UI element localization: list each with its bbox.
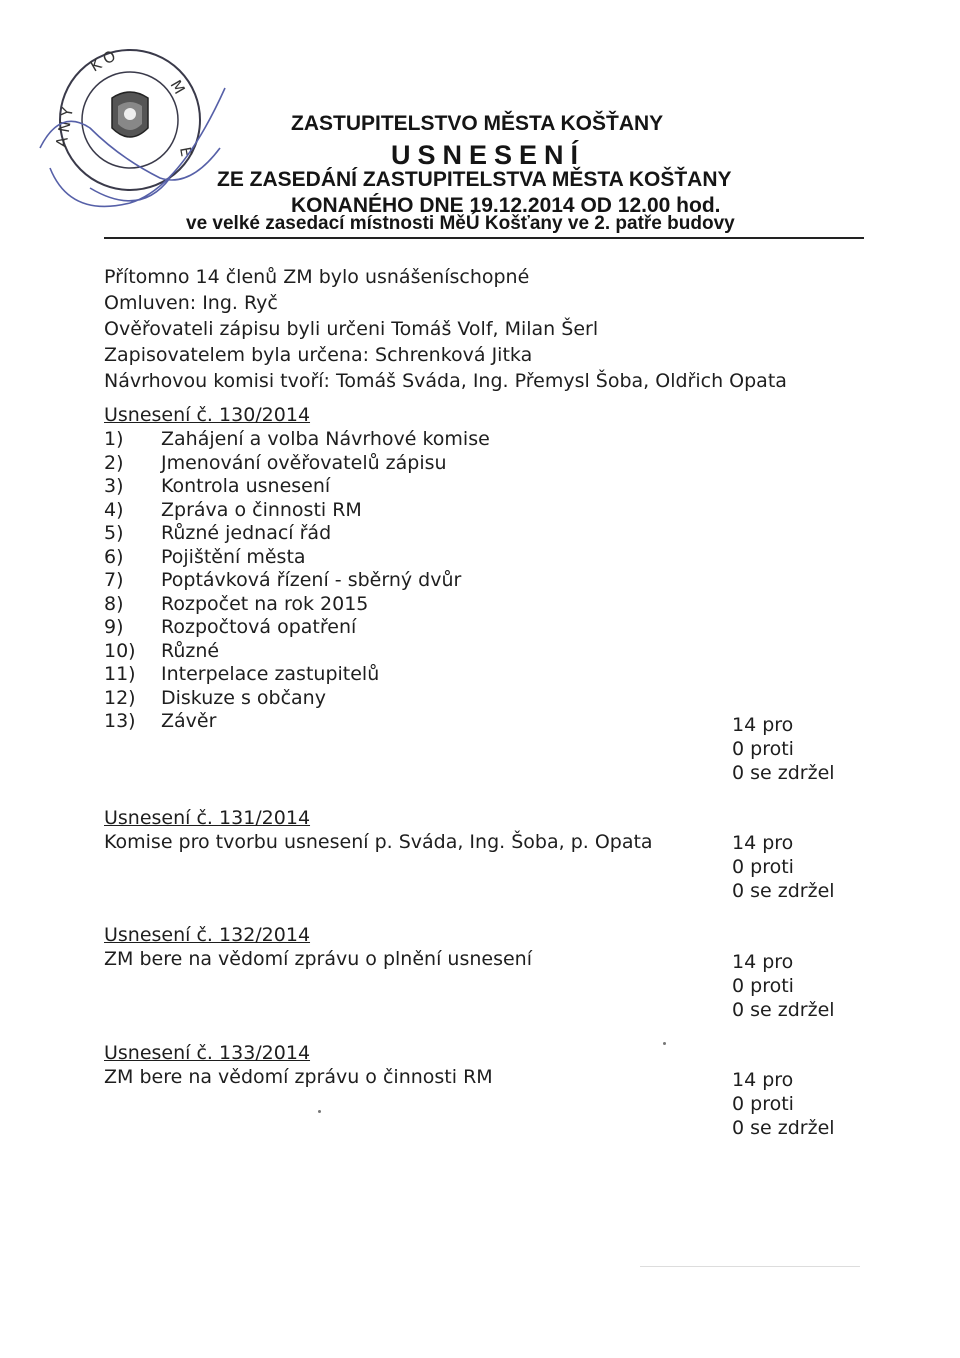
agenda-item bbox=[104, 522, 490, 546]
agenda-text: Jmenování ověřovatelů zápisu bbox=[161, 451, 447, 474]
scan-speck bbox=[663, 1042, 666, 1045]
agenda-text: Zpráva o činnosti RM bbox=[161, 498, 362, 521]
agenda-text: Pojištění města bbox=[161, 545, 306, 568]
scan-speck bbox=[318, 1110, 321, 1113]
svg-text:K O: K O bbox=[87, 46, 119, 76]
agenda-number: 1) bbox=[104, 428, 124, 450]
agenda-item bbox=[104, 687, 490, 711]
agenda-number: 11) bbox=[104, 663, 136, 685]
agenda-number: 5) bbox=[104, 522, 124, 544]
agenda-number: 12) bbox=[104, 686, 136, 709]
vote-pro: 14 pro bbox=[732, 951, 794, 973]
agenda-text: Interpelace zastupitelů bbox=[161, 663, 380, 685]
resolution-title: Usnesení č. 131/2014 bbox=[104, 807, 311, 829]
resolution-text: ZM bere na vědomí zprávu o činnosti RM bbox=[104, 1066, 493, 1088]
agenda-number: 4) bbox=[104, 498, 124, 521]
meeting-location: ve velké zasedací místnosti MěÚ Košťany ve 2. patře budovy bbox=[186, 213, 735, 234]
verifiers-line: Ověřovateli zápisu byli určeni Tomáš Volf, Milan Šerl bbox=[104, 318, 599, 340]
attendance-line: Přítomno 14 členů ZM bylo usnášeníschopné bbox=[104, 266, 530, 288]
resolution-title: Usnesení č. 130/2014 bbox=[104, 404, 311, 426]
vote-abstain: 0 se zdržel bbox=[732, 880, 835, 902]
agenda-text: Rozpočtová opatření bbox=[161, 616, 357, 638]
vote-abstain: 0 se zdržel bbox=[732, 999, 835, 1021]
agenda-number: 10) bbox=[104, 639, 136, 662]
svg-text:A N Y: A N Y bbox=[52, 105, 77, 149]
meeting-date: KONANÉHO DNE 19.12.2014 OD 12.00 hod. bbox=[291, 194, 721, 217]
agenda-text: Diskuze s občany bbox=[161, 686, 326, 709]
seal-emblem bbox=[112, 92, 148, 137]
agenda-number: 7) bbox=[104, 569, 124, 591]
city-seal-stamp bbox=[30, 28, 250, 223]
resolution-text: ZM bere na vědomí zprávu o plnění usnesení bbox=[104, 948, 532, 970]
vote-result bbox=[732, 950, 835, 1022]
agenda-item bbox=[104, 452, 490, 476]
agenda-item bbox=[104, 593, 490, 617]
agenda-text: Různé jednací řád bbox=[161, 522, 332, 544]
resolution-title: Usnesení č. 133/2014 bbox=[104, 1042, 311, 1064]
agenda-text: Zahájení a volba Návrhové komise bbox=[161, 428, 490, 450]
recorder-line: Zapisovatelem byla určena: Schrenková Jitka bbox=[104, 344, 533, 366]
resolution-title: Usnesení č. 132/2014 bbox=[104, 924, 311, 946]
vote-pro: 14 pro bbox=[732, 714, 794, 736]
svg-text:M: M bbox=[166, 77, 189, 98]
agenda-item bbox=[104, 640, 490, 664]
vote-result bbox=[732, 1068, 835, 1140]
agenda-number: 13) bbox=[104, 710, 136, 732]
header-divider bbox=[104, 237, 864, 239]
agenda-item bbox=[104, 475, 490, 499]
agenda-text: Závěr bbox=[161, 710, 217, 732]
agenda-item bbox=[104, 710, 490, 734]
council-name: ZASTUPITELSTVO MĚSTA KOŠŤANY bbox=[291, 112, 664, 135]
agenda-number: 3) bbox=[104, 475, 124, 497]
agenda-text: Poptávková řízení - sběrný dvůr bbox=[161, 569, 462, 591]
agenda-item bbox=[104, 546, 490, 570]
agenda-text: Různé bbox=[161, 639, 220, 662]
vote-proti: 0 proti bbox=[732, 738, 794, 760]
agenda-list bbox=[104, 428, 490, 734]
vote-proti: 0 proti bbox=[732, 856, 794, 878]
committee-line: Návrhovou komisi tvoří: Tomáš Sváda, Ing. Přemysl Šoba, Oldřich Opata bbox=[104, 370, 787, 392]
svg-text:E: E bbox=[176, 145, 196, 159]
vote-proti: 0 proti bbox=[732, 1093, 794, 1115]
meeting-info bbox=[104, 264, 787, 394]
scan-faint-line bbox=[640, 1266, 860, 1267]
agenda-text: Rozpočet na rok 2015 bbox=[161, 592, 369, 615]
vote-proti: 0 proti bbox=[732, 975, 794, 997]
agenda-item bbox=[104, 663, 490, 687]
agenda-number: 2) bbox=[104, 451, 124, 474]
resolution-text: Komise pro tvorbu usnesení p. Sváda, Ing. Šoba, p. Opata bbox=[104, 831, 653, 853]
vote-abstain: 0 se zdržel bbox=[732, 762, 835, 784]
vote-pro: 14 pro bbox=[732, 1069, 794, 1091]
agenda-number: 6) bbox=[104, 545, 124, 568]
agenda-item bbox=[104, 616, 490, 640]
agenda-item bbox=[104, 499, 490, 523]
agenda-item bbox=[104, 428, 490, 452]
agenda-number: 8) bbox=[104, 592, 124, 615]
vote-result bbox=[732, 831, 835, 903]
agenda-number: 9) bbox=[104, 616, 124, 638]
vote-pro: 14 pro bbox=[732, 832, 794, 854]
agenda-item bbox=[104, 569, 490, 593]
vote-result bbox=[732, 713, 835, 785]
excused-line: Omluven: Ing. Ryč bbox=[104, 292, 278, 314]
agenda-text: Kontrola usnesení bbox=[161, 475, 331, 497]
meeting-subtitle: ZE ZASEDÁNÍ ZASTUPITELSTVA MĚSTA KOŠŤANY bbox=[217, 168, 732, 191]
vote-abstain: 0 se zdržel bbox=[732, 1117, 835, 1139]
document-title: USNESENÍ bbox=[391, 140, 586, 170]
